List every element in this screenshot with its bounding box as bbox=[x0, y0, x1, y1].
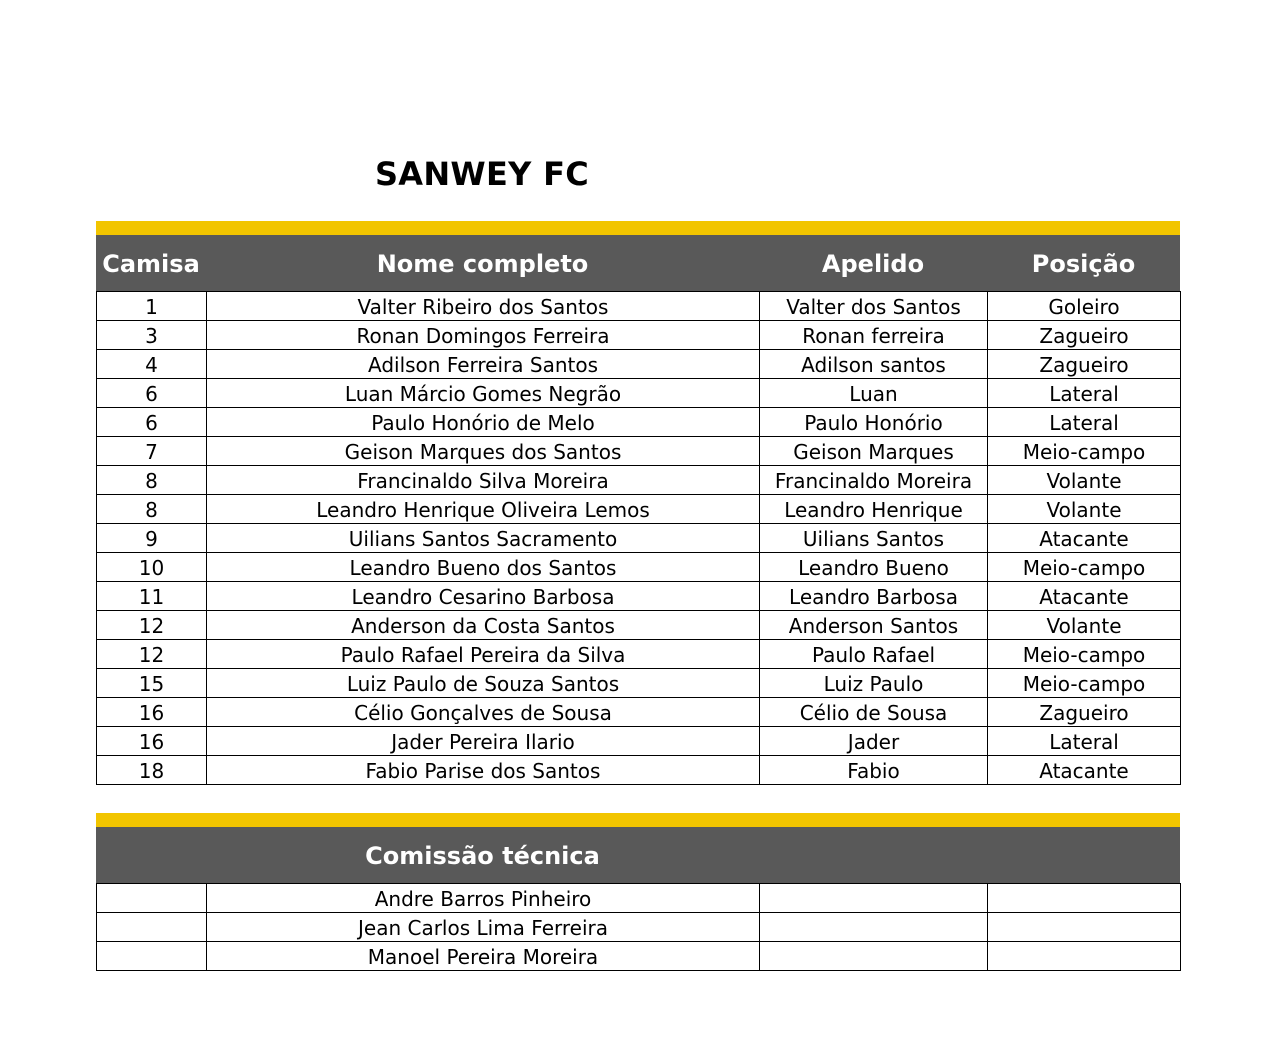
staff-name-cell: Andre Barros Pinheiro bbox=[207, 884, 760, 913]
table-row bbox=[97, 292, 1181, 321]
empty-cell bbox=[988, 913, 1181, 942]
table-row bbox=[97, 913, 1181, 942]
apelido-cell: Leandro Henrique bbox=[760, 495, 988, 524]
camisa-cell: 12 bbox=[97, 611, 207, 640]
table-row bbox=[97, 350, 1181, 379]
camisa-cell: 7 bbox=[97, 437, 207, 466]
apelido-cell: Jader bbox=[760, 727, 988, 756]
nome-cell: Anderson da Costa Santos bbox=[207, 611, 760, 640]
table-row bbox=[97, 408, 1181, 437]
camisa-cell: 16 bbox=[97, 698, 207, 727]
empty-cell bbox=[97, 884, 207, 913]
table-row bbox=[97, 321, 1181, 350]
apelido-cell: Adilson santos bbox=[760, 350, 988, 379]
nome-cell: Geison Marques dos Santos bbox=[207, 437, 760, 466]
posicao-cell: Atacante bbox=[988, 524, 1181, 553]
table-row bbox=[97, 669, 1181, 698]
apelido-cell: Uilians Santos bbox=[760, 524, 988, 553]
nome-cell: Ronan Domingos Ferreira bbox=[207, 321, 760, 350]
empty-cell bbox=[988, 942, 1181, 971]
table-row bbox=[97, 466, 1181, 495]
nome-cell: Leandro Cesarino Barbosa bbox=[207, 582, 760, 611]
camisa-cell: 6 bbox=[97, 408, 207, 437]
nome-cell: Francinaldo Silva Moreira bbox=[207, 466, 760, 495]
header-posicao: Posição bbox=[1031, 250, 1136, 278]
empty-cell bbox=[988, 884, 1181, 913]
header-nome-completo: Nome completo bbox=[376, 250, 589, 278]
camisa-cell: 11 bbox=[97, 582, 207, 611]
table-row bbox=[97, 437, 1181, 466]
posicao-cell: Volante bbox=[988, 611, 1181, 640]
posicao-cell: Atacante bbox=[988, 582, 1181, 611]
posicao-cell: Lateral bbox=[988, 727, 1181, 756]
posicao-cell: Zagueiro bbox=[988, 350, 1181, 379]
posicao-cell: Volante bbox=[988, 495, 1181, 524]
table-row bbox=[97, 524, 1181, 553]
apelido-cell: Geison Marques bbox=[760, 437, 988, 466]
nome-cell: Adilson Ferreira Santos bbox=[207, 350, 760, 379]
staff-header-row bbox=[96, 827, 1180, 883]
table-row bbox=[97, 727, 1181, 756]
nome-cell: Valter Ribeiro dos Santos bbox=[207, 292, 760, 321]
posicao-cell: Lateral bbox=[988, 379, 1181, 408]
staff-name-cell: Jean Carlos Lima Ferreira bbox=[207, 913, 760, 942]
apelido-cell: Luan bbox=[760, 379, 988, 408]
nome-cell: Célio Gonçalves de Sousa bbox=[207, 698, 760, 727]
header-apelido: Apelido bbox=[821, 250, 925, 278]
staff-name-cell: Manoel Pereira Moreira bbox=[207, 942, 760, 971]
staff-table bbox=[96, 883, 1181, 971]
camisa-cell: 4 bbox=[97, 350, 207, 379]
camisa-cell: 16 bbox=[97, 727, 207, 756]
apelido-cell: Anderson Santos bbox=[760, 611, 988, 640]
camisa-cell: 9 bbox=[97, 524, 207, 553]
camisa-cell: 12 bbox=[97, 640, 207, 669]
apelido-cell: Ronan ferreira bbox=[760, 321, 988, 350]
empty-cell bbox=[760, 884, 988, 913]
empty-cell bbox=[97, 942, 207, 971]
apelido-cell: Francinaldo Moreira bbox=[760, 466, 988, 495]
camisa-cell: 10 bbox=[97, 553, 207, 582]
posicao-cell: Zagueiro bbox=[988, 698, 1181, 727]
apelido-cell: Leandro Bueno bbox=[760, 553, 988, 582]
camisa-cell: 15 bbox=[97, 669, 207, 698]
table-row bbox=[97, 884, 1181, 913]
camisa-cell: 8 bbox=[97, 466, 207, 495]
nome-cell: Paulo Rafael Pereira da Silva bbox=[207, 640, 760, 669]
camisa-cell: 6 bbox=[97, 379, 207, 408]
apelido-cell: Luiz Paulo bbox=[760, 669, 988, 698]
camisa-cell: 3 bbox=[97, 321, 207, 350]
apelido-cell: Paulo Honório bbox=[760, 408, 988, 437]
posicao-cell: Volante bbox=[988, 466, 1181, 495]
posicao-cell: Meio-campo bbox=[988, 553, 1181, 582]
empty-cell bbox=[97, 913, 207, 942]
apelido-cell: Paulo Rafael bbox=[760, 640, 988, 669]
nome-cell: Leandro Bueno dos Santos bbox=[207, 553, 760, 582]
table-row bbox=[97, 942, 1181, 971]
camisa-cell: 1 bbox=[97, 292, 207, 321]
players-table bbox=[96, 291, 1181, 785]
nome-cell: Paulo Honório de Melo bbox=[207, 408, 760, 437]
players-header-row bbox=[96, 235, 1180, 291]
posicao-cell: Goleiro bbox=[988, 292, 1181, 321]
nome-cell: Fabio Parise dos Santos bbox=[207, 756, 760, 785]
table-row bbox=[97, 379, 1181, 408]
header-comissao-tecnica: Comissão técnica bbox=[365, 842, 600, 870]
table-row bbox=[97, 698, 1181, 727]
header-camisa: Camisa bbox=[102, 250, 200, 278]
apelido-cell: Fabio bbox=[760, 756, 988, 785]
table-row bbox=[97, 756, 1181, 785]
apelido-cell: Leandro Barbosa bbox=[760, 582, 988, 611]
table-row bbox=[97, 582, 1181, 611]
posicao-cell: Meio-campo bbox=[988, 669, 1181, 698]
players-accent-bar bbox=[96, 221, 1180, 235]
posicao-cell: Zagueiro bbox=[988, 321, 1181, 350]
table-row bbox=[97, 611, 1181, 640]
nome-cell: Uilians Santos Sacramento bbox=[207, 524, 760, 553]
posicao-cell: Lateral bbox=[988, 408, 1181, 437]
page-title: SANWEY FC bbox=[374, 155, 590, 193]
apelido-cell: Célio de Sousa bbox=[760, 698, 988, 727]
posicao-cell: Meio-campo bbox=[988, 437, 1181, 466]
apelido-cell: Valter dos Santos bbox=[760, 292, 988, 321]
table-row bbox=[97, 553, 1181, 582]
posicao-cell: Atacante bbox=[988, 756, 1181, 785]
nome-cell: Leandro Henrique Oliveira Lemos bbox=[207, 495, 760, 524]
table-row bbox=[97, 495, 1181, 524]
camisa-cell: 8 bbox=[97, 495, 207, 524]
nome-cell: Luiz Paulo de Souza Santos bbox=[207, 669, 760, 698]
nome-cell: Luan Márcio Gomes Negrão bbox=[207, 379, 760, 408]
empty-cell bbox=[760, 942, 988, 971]
camisa-cell: 18 bbox=[97, 756, 207, 785]
empty-cell bbox=[760, 913, 988, 942]
table-row bbox=[97, 640, 1181, 669]
staff-accent-bar bbox=[96, 813, 1180, 827]
nome-cell: Jader Pereira Ilario bbox=[207, 727, 760, 756]
posicao-cell: Meio-campo bbox=[988, 640, 1181, 669]
